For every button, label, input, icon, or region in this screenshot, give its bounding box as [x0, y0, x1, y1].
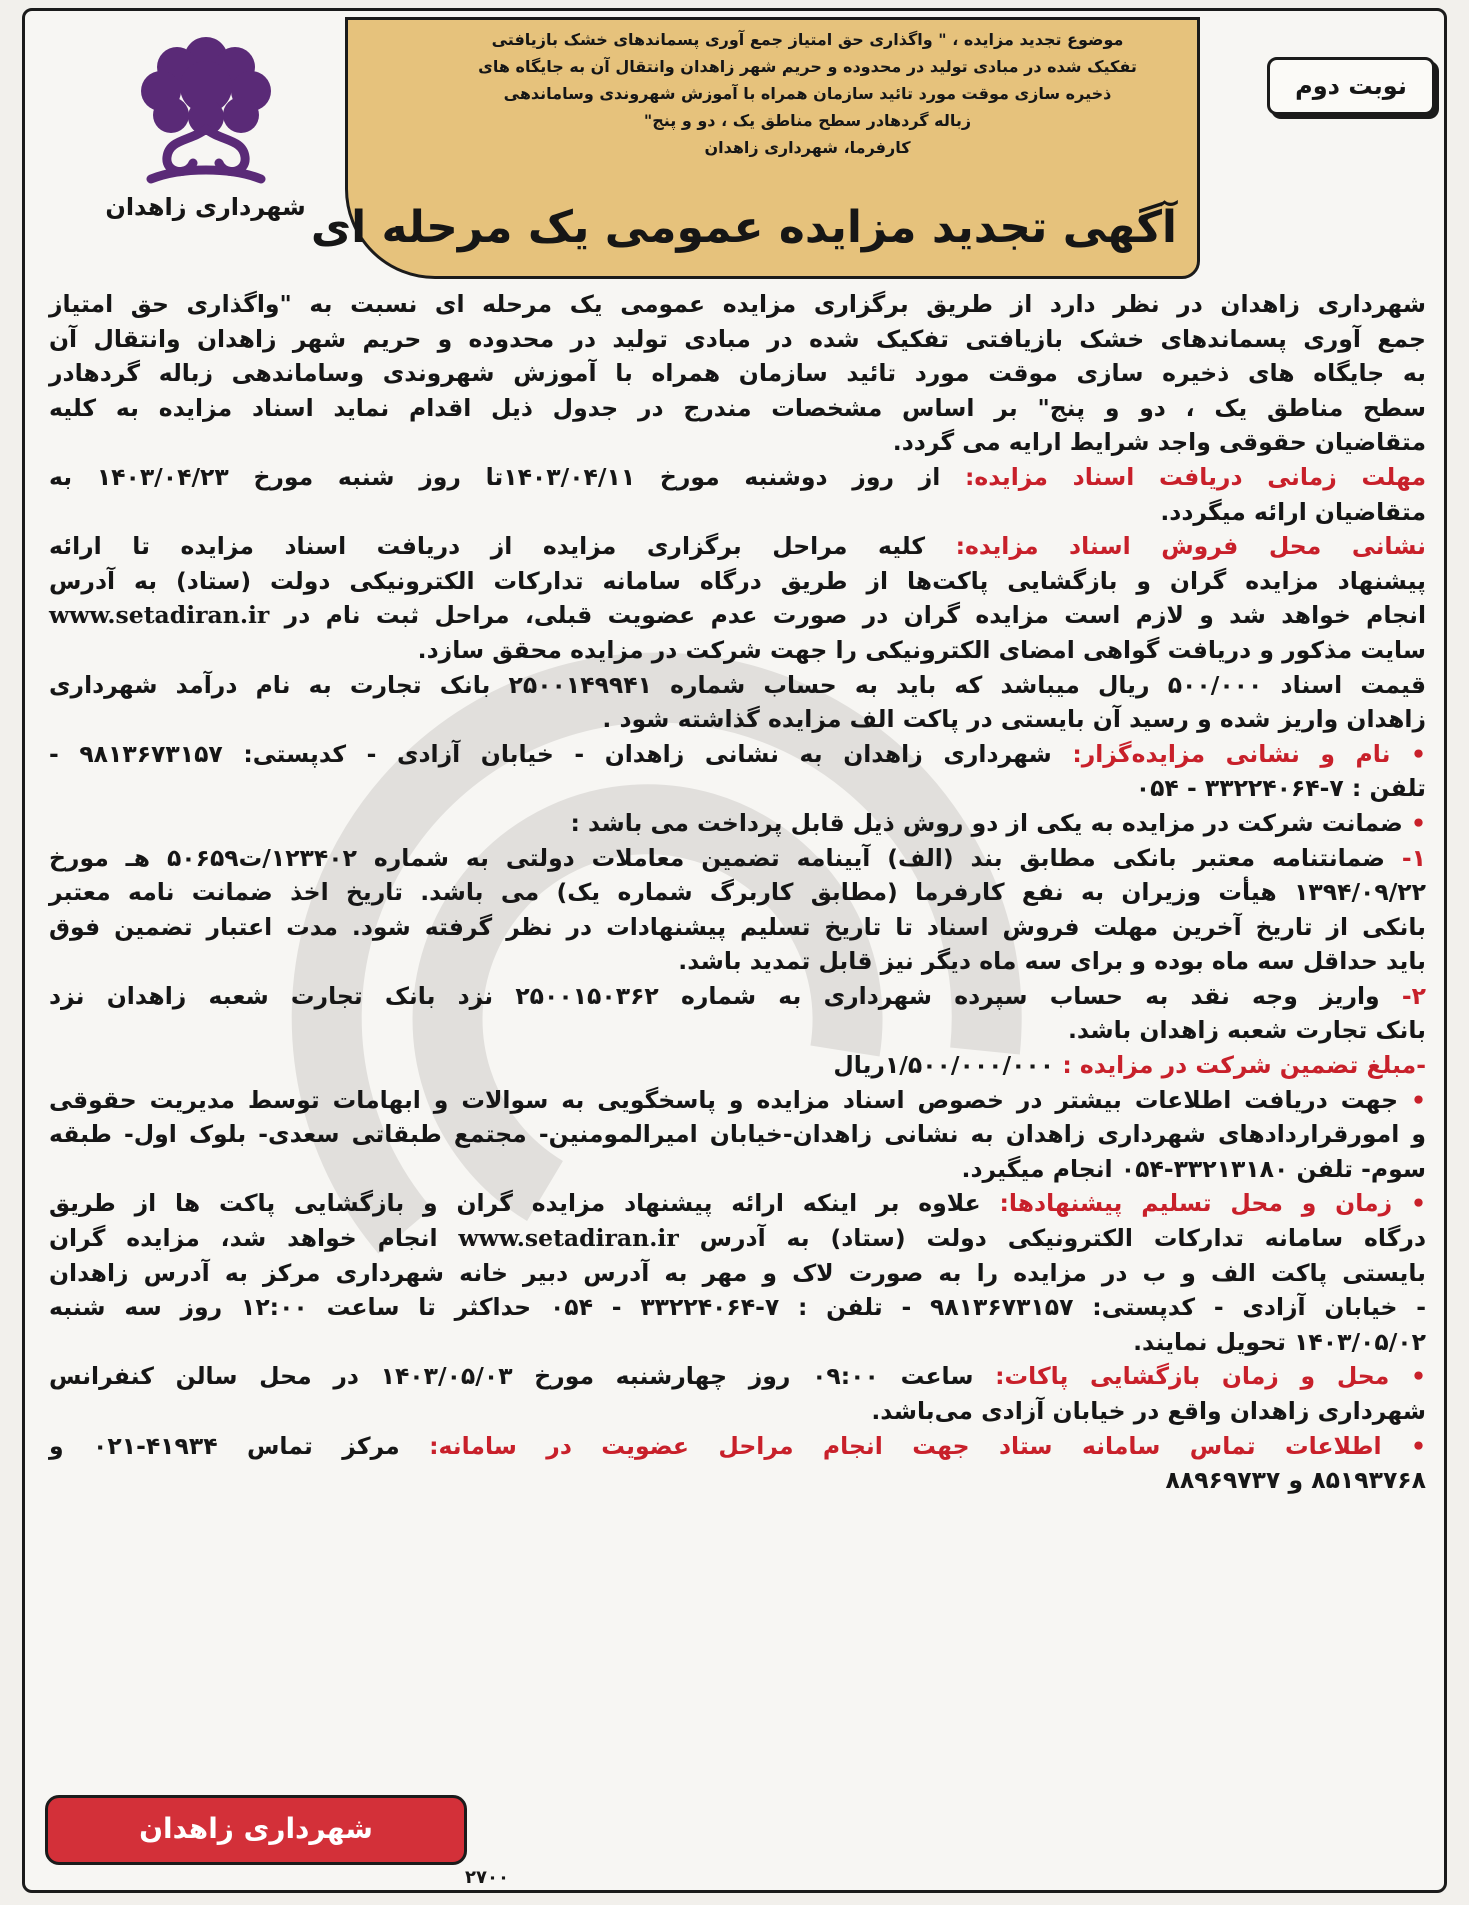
opening-text: ساعت ۰۹:۰۰ روز چهارشنبه مورخ ۱۴۰۳/۰۵/۰۳ در محل سالن کنفرانس	[49, 1362, 974, 1391]
info-text: جهت دریافت اطلاعات بیشتر در خصوص اسناد مزایده و پاسخگویی به سوالات و ابهامات توسط مدیریت حقوقی	[49, 1085, 1399, 1114]
text-line: باید حداقل سه ماه بوده و برای سه ماه دیگر نیز قابل تمدید باشد.	[678, 947, 1426, 976]
setad-url-link[interactable]: www.setadiran.ir	[49, 601, 270, 630]
bullet-icon: •	[1390, 739, 1427, 768]
guarantee-amount-label: -مبلغ تضمین شرکت در مزایده :	[1062, 1051, 1426, 1080]
auctioneer-section	[49, 737, 1426, 806]
subject-line: ذخیره سازی موقت مورد تائید سازمان همراه با آموزش شهروندی وساماندهی	[503, 84, 1112, 103]
submission-section	[49, 1186, 1426, 1359]
bullet-icon: •	[1389, 1362, 1426, 1391]
sale-text: انجام خواهد شد و لازم است مزایده گران در صورت عدم عضویت قبلی، مراحل ثبت نام در	[284, 601, 1427, 630]
guarantee-intro: ضمانت شرکت در مزایده به یکی از دو روش ذیل قابل پرداخت می باشد :	[570, 808, 1403, 837]
text-line: زاهدان واریز شده و رسید آن بایستی در پاکت الف مزایده گذاشته شود .	[602, 705, 1426, 734]
guarantee-amount-value: ۱/۵۰۰/۰۰۰/۰۰۰ریال	[833, 1051, 1055, 1080]
deadline-section	[49, 460, 1426, 529]
item-number: ۱-	[1401, 843, 1427, 872]
text-line: ۱۳۹۴/۰۹/۲۲ هیأت وزیران به نفع کارفرما (مطابق کاربرگ شماره یک) می باشد. تاریخ اخذ ضمانت نامه معتبر	[49, 878, 1426, 907]
text-line: جمع آوری پسماندهای خشک بازیافتی تفکیک شده در مبادی تولید در محدوده و حریم شهر زاهدان وانتقال آن	[49, 324, 1426, 353]
opening-label: محل و زمان بازگشایی پاکات:	[995, 1362, 1390, 1391]
bullet-icon: •	[1381, 1431, 1426, 1460]
text-line: شهرداری زاهدان واقع در خیابان آزادی می‌باشد.	[871, 1397, 1426, 1425]
text-line: متقاضیان ارائه میگردد.	[1160, 497, 1426, 526]
logo-caption: شهرداری زاهدان	[105, 193, 306, 221]
guarantee-section	[49, 806, 1426, 1083]
opening-section	[49, 1359, 1426, 1428]
submission-text: انجام خواهد شد، مزایده گران	[49, 1224, 438, 1253]
text-line: - خیابان آزادی - کدپستی: ۹۸۱۳۶۷۳۱۵۷ - تلفن : ۷-۳۳۲۲۴۰۶۴ - ۰۵۴ حداکثر تا ساعت ۱۲:۰۰ روز سه شنبه	[49, 1293, 1427, 1322]
sale-text: کلیه مراحل برگزاری مزایده از دریافت اسناد مزایده تا ارائه	[49, 532, 926, 561]
notice-body	[49, 287, 1426, 1498]
contact-section	[49, 1429, 1426, 1498]
contact-label: اطلاعات تماس سامانه ستاد جهت انجام مراحل عضویت در سامانه:	[429, 1431, 1382, 1460]
bullet-icon: •	[1398, 1085, 1427, 1114]
subject-line: زباله گردهادر سطح مناطق یک ، دو و پنج"	[643, 111, 972, 130]
auction-subject	[438, 26, 1177, 161]
text-line: شهرداری زاهدان در نظر دارد از طریق برگزاری مزایده عمومی یک مرحله ای نسبت به "واگذاری حق امتیاز	[49, 290, 1426, 318]
setad-url-link[interactable]: www.setadiran.ir	[458, 1224, 679, 1253]
sale-location-section	[49, 529, 1426, 737]
text-line: ۸۵۱۹۳۷۶۸ و ۸۸۹۶۹۷۳۷	[1165, 1466, 1426, 1495]
intro-paragraph	[49, 287, 1426, 460]
deadline-text: از روز دوشنبه مورخ ۱۴۰۳/۰۴/۱۱تا روز شنبه مورخ ۱۴۰۳/۰۴/۲۳ به	[49, 462, 941, 491]
logo-emblem-icon	[111, 29, 301, 194]
text-line: تلفن : ۷-۳۳۲۲۴۰۶۴ - ۰۵۴	[1135, 774, 1426, 803]
sale-location-label: نشانی محل فروش اسناد مزایده:	[955, 532, 1426, 561]
text-line: بایستی پاکت الف و ب در مزایده را به صورت لاک و مهر به آدرس دبیر خانه شهرداری مرکز به آدرس زاهدان	[49, 1258, 1426, 1287]
submission-text: درگاه سامانه تدارکات الکترونیکی دولت (ستاد) به آدرس	[699, 1224, 1427, 1253]
ad-code: ۲۷۰۰	[465, 1867, 509, 1888]
submission-label: زمان و محل تسلیم پیشنهادها:	[999, 1189, 1393, 1218]
auctioneer-text: شهرداری زاهدان به نشانی زاهدان - خیابان آزادی - کدپستی: ۹۸۱۳۶۷۳۱۵۷ -	[49, 739, 1052, 768]
round-badge: نوبت دوم	[1267, 57, 1435, 115]
text-line: پیشنهاد مزایده گران و بازگشایی پاکت‌ها از طریق درگاه سامانه تدارکات الکترونیکی دولت (ستاد) به آدرس	[49, 566, 1426, 595]
employer-line: کارفرما، شهرداری زاهدان	[704, 138, 911, 157]
notice-page	[22, 8, 1447, 1893]
bullet-icon: •	[1392, 1189, 1426, 1218]
notice-headline: آگهی تجدید مزایده عمومی یک مرحله ای	[310, 202, 1177, 253]
deadline-label: مهلت زمانی دریافت اسناد مزایده:	[965, 462, 1427, 491]
text-line: متقاضیان حقوقی واجد شرایط ارایه می گردد.	[892, 428, 1426, 457]
guarantee-text: واریز وجه نقد به حساب سپرده شهرداری به شماره ۲۵۰۰۱۵۰۳۶۲ نزد بانک تجارت شعبه زاهدان نزد	[49, 981, 1380, 1010]
bullet-icon: •	[1402, 808, 1426, 837]
guarantee-text: ضمانتنامه معتبر بانکی مطابق بند (الف) آیینامه تضمین معاملات دولتی به شماره ۱۲۳۴۰۲/ت۵۰۶۵۹ هـ مورخ	[49, 843, 1385, 872]
text-line: ۱۴۰۳/۰۵/۰۲ تحویل نمایند.	[1133, 1327, 1426, 1356]
municipality-logo	[83, 21, 328, 221]
text-line: بانکی از تاریخ آخرین مهلت فروش اسناد تا تاریخ تسلیم پیشنهادات در نظر گرفته شود. مدت اعتبار تضمین فوق	[49, 912, 1426, 941]
text-line: بانک تجارت شعبه زاهدان باشد.	[1067, 1016, 1426, 1045]
more-info-section	[49, 1083, 1426, 1187]
text-line: سوم- تلفن ۳۳۲۱۳۱۸۰-۰۵۴ انجام میگیرد.	[961, 1154, 1426, 1183]
submission-text: علاوه بر اینکه ارائه پیشنهاد مزایده گران و بازگشایی پاکت ها از طریق	[49, 1189, 981, 1218]
subject-banner	[310, 17, 1200, 279]
footer-org-tag: شهرداری زاهدان	[45, 1795, 467, 1865]
contact-text: مرکز تماس ۴۱۹۳۴-۰۲۱ و	[49, 1431, 400, 1460]
text-line: قیمت اسناد ۵۰۰/۰۰۰ ریال میباشد که باید به حساب شماره ۲۵۰۰۱۴۹۹۴۱ بانک تجارت به نام درآمد شهرداری	[49, 670, 1426, 699]
subject-line: تفکیک شده در مبادی تولید در محدوده و حریم شهر زاهدان وانتقال آن به جایگاه های	[478, 57, 1137, 76]
subject-line: موضوع تجدید مزایده ، " واگذاری حق امتیاز جمع آوری پسماندهای خشک بازیافتی	[491, 30, 1124, 49]
text-line: و امورقراردادهای شهرداری زاهدان به نشانی زاهدان-خیابان امیرالمومنین- مجتمع طبقاتی سعدی- بلوک اول- طبقه	[49, 1120, 1426, 1149]
item-number: ۲-	[1401, 981, 1426, 1010]
auctioneer-label: نام و نشانی مزایده‌گزار:	[1072, 739, 1391, 768]
text-line: سطح مناطق یک ، دو و پنج" بر اساس مشخصات مندرج در جدول ذیل اقدام نماید اسناد مزایده به کلیه	[49, 393, 1426, 422]
text-line: سایت مذکور و دریافت گواهی امضای الکترونیکی را جهت شرکت در مزایده محقق سازد.	[417, 635, 1426, 664]
text-line: به جایگاه های ذخیره سازی موقت مورد تائید سازمان همراه با آموزش شهروندی وساماندهی زباله گردهادر	[49, 359, 1426, 388]
